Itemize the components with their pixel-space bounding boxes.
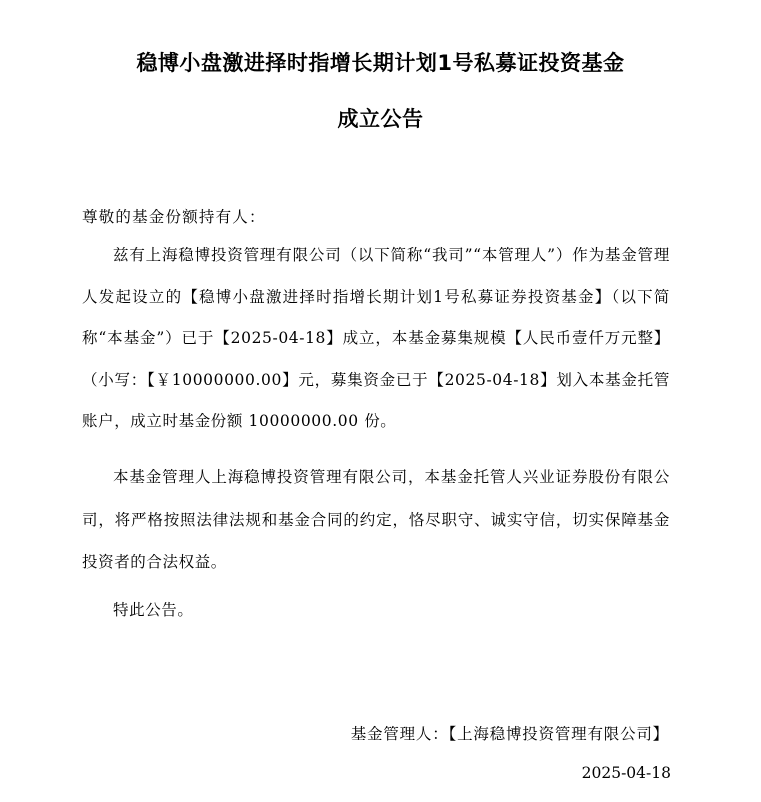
paragraph-closing: 特此公告。 xyxy=(113,601,194,619)
document-title: 稳博小盘激进择时指增长期计划1号私募证投资基金 xyxy=(136,51,625,75)
signature-line: 基金管理人：【上海稳博投资管理有限公司】 xyxy=(350,725,669,743)
document-subtitle: 成立公告 xyxy=(337,107,424,131)
salutation: 尊敬的基金份额持有人： xyxy=(82,208,266,226)
paragraph-establishment: 兹有上海稳博投资管理有限公司（以下简称“我司”“本管理人”）作为基金管理人发起设立的【稳博小盘激进择时指增长期计划1号私募证券投资基金】（以下简称“本基金”）已于【2025-04-18】成立，本基金募集规模【人民币壹仟万元整】（小写：【￥10000000.00】元，募集资金已于【2025-04-18】划入本基金托管账户，成立时基金份额 10000000.00 份。 xyxy=(82,246,670,431)
announcement-date: 2025-04-18 xyxy=(581,764,671,782)
paragraph-commitment: 本基金管理人上海稳博投资管理有限公司，本基金托管人兴业证券股份有限公司，将严格按照法律法规和基金合同的约定，恪尽职守、诚实守信，切实保障基金投资者的合法权益。 xyxy=(82,468,670,571)
